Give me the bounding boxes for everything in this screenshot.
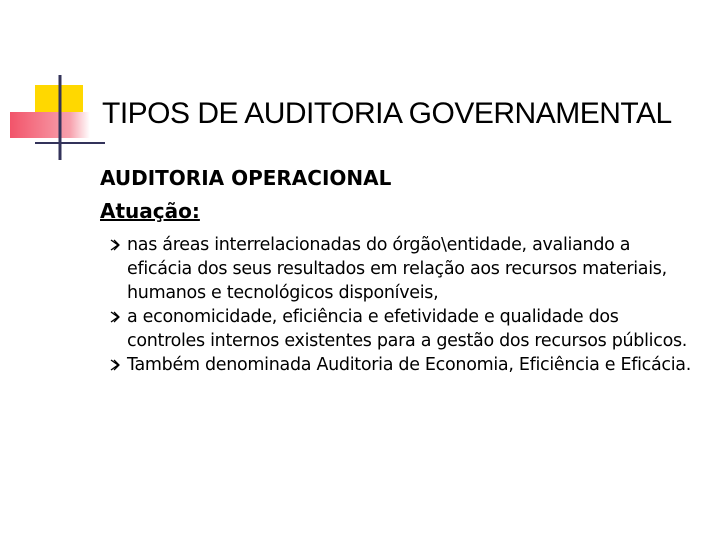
section-label: Atuação:: [100, 199, 200, 223]
arrow-bullet-icon: [110, 311, 120, 323]
section-heading: AUDITORIA OPERACIONAL: [100, 166, 392, 190]
bullet-text: a economicidade, eficiência e efetividade e qualidade dos controles internos existentes para a gestão dos recursos públicos.: [127, 307, 688, 351]
bullet-item: [110, 305, 700, 353]
slide-logo-icon: [0, 0, 110, 170]
bullet-text: nas áreas interrelacionadas do órgão\entidade, avaliando a eficácia dos seus resultados em relação aos recursos materiais, humanos e tecnológicos disponíveis,: [127, 235, 667, 303]
bullet-item: [110, 353, 700, 377]
bullet-item: [110, 233, 700, 305]
slide-title: TIPOS DE AUDITORIA GOVERNAMENTAL: [102, 97, 672, 130]
bullet-text: Também denominada Auditoria de Economia, Eficiência e Eficácia.: [127, 355, 691, 375]
arrow-bullet-icon: [110, 239, 120, 251]
bullet-list: [110, 233, 700, 377]
arrow-bullet-icon: [110, 359, 120, 371]
